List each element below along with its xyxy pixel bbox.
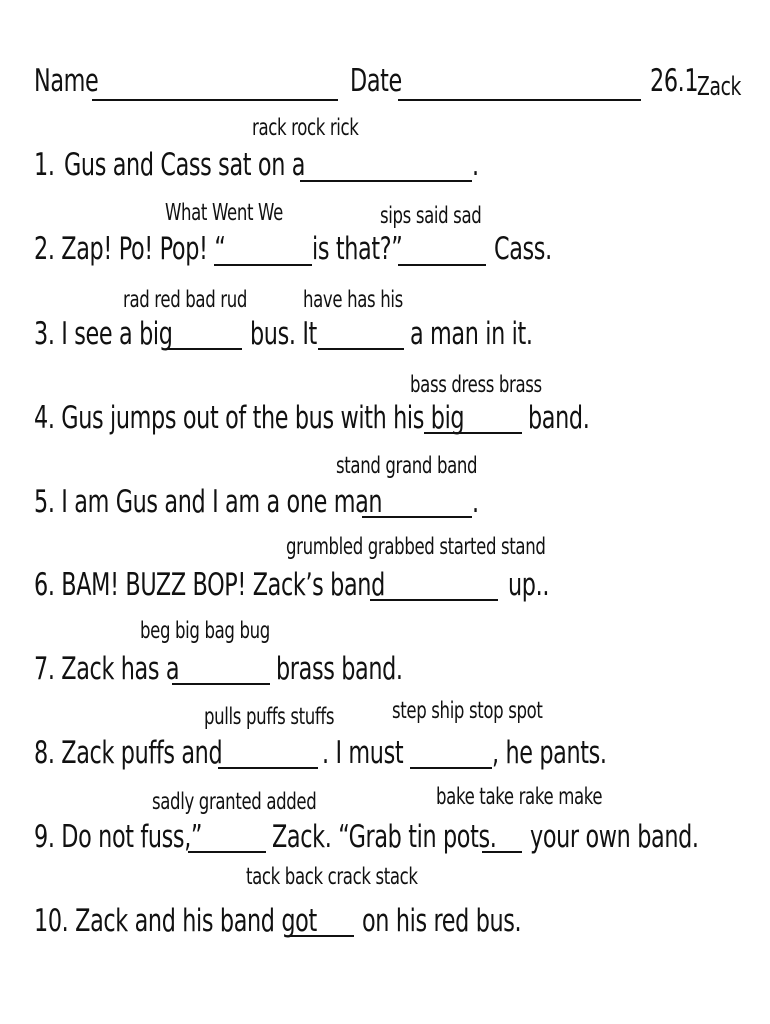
word-choices: rack rock rick [252,115,359,141]
sentence-text: brass band. [276,651,403,687]
date-label: Date [350,63,402,99]
word-choices: beg big bag bug [140,618,270,644]
sentence-text: your own band. [530,819,699,855]
word-choices: pulls puffs stuffs [204,704,335,730]
answer-blank[interactable] [188,851,266,853]
sentence-text: Zack. “Grab tin pots. [272,819,497,855]
sentence-text: 6. BAM! BUZZ BOP! Zack’s band [34,567,385,603]
word-choices: rad red bad rud [123,287,247,313]
sentence-text: 4. Gus jumps out of the bus with his big [34,400,465,436]
answer-blank[interactable] [166,348,242,350]
answer-blank[interactable] [482,851,522,853]
answer-blank[interactable] [410,767,492,769]
sentence-text: 10. Zack and his band got [34,903,317,939]
sentence-text: is that?” [312,231,403,267]
answer-blank[interactable] [424,432,522,434]
answer-blank[interactable] [362,516,472,518]
date-field[interactable] [398,99,641,101]
sentence-text: Gus and Cass sat on a [64,147,306,183]
answer-blank[interactable] [290,935,354,937]
answer-blank[interactable] [214,264,312,266]
word-choices: sadly granted added [152,789,317,815]
answer-blank[interactable] [398,264,486,266]
word-choices: stand grand band [336,453,478,479]
word-choices: bass dress brass [410,372,542,398]
sentence-text: a man in it. [410,316,533,352]
word-choices: have has his [303,287,403,313]
word-choices: bake take rake make [436,784,603,810]
sentence-text: . I must [322,735,404,771]
sentence-text: . [472,147,479,183]
lesson-number: 26.1 [650,63,699,99]
sentence-number: 1. [34,147,55,183]
worksheet-title: Zack [697,72,741,102]
sentence-text: 7. Zack has a [34,651,180,687]
sentence-text: . [472,484,479,520]
answer-blank[interactable] [300,180,472,182]
sentence-text: 3. I see a big [34,316,173,352]
sentence-text: on his red bus. [362,903,522,939]
sentence-text: up.. [508,567,550,603]
answer-blank[interactable] [218,767,318,769]
sentence-text: 2. Zap! Po! Pop! “ [34,231,226,267]
word-choices: sips said sad [380,203,482,229]
sentence-text: , he pants. [492,735,607,771]
name-field[interactable] [92,99,338,101]
answer-blank[interactable] [172,683,270,685]
word-choices: tack back crack stack [246,864,418,890]
answer-blank[interactable] [370,599,498,601]
name-label: Name [34,63,99,99]
sentence-text: band. [528,400,590,436]
sentence-text: Cass. [494,231,552,267]
word-choices: What Went We [165,200,283,226]
sentence-text: 9. Do not fuss,” [34,819,203,855]
sentence-text: 8. Zack puffs and [34,735,223,771]
answer-blank[interactable] [318,348,404,350]
sentence-text: bus. It [250,316,317,352]
word-choices: grumbled grabbed started stand [286,534,546,560]
sentence-text: 5. I am Gus and I am a one man [34,484,383,520]
word-choices: step ship stop spot [392,698,543,724]
